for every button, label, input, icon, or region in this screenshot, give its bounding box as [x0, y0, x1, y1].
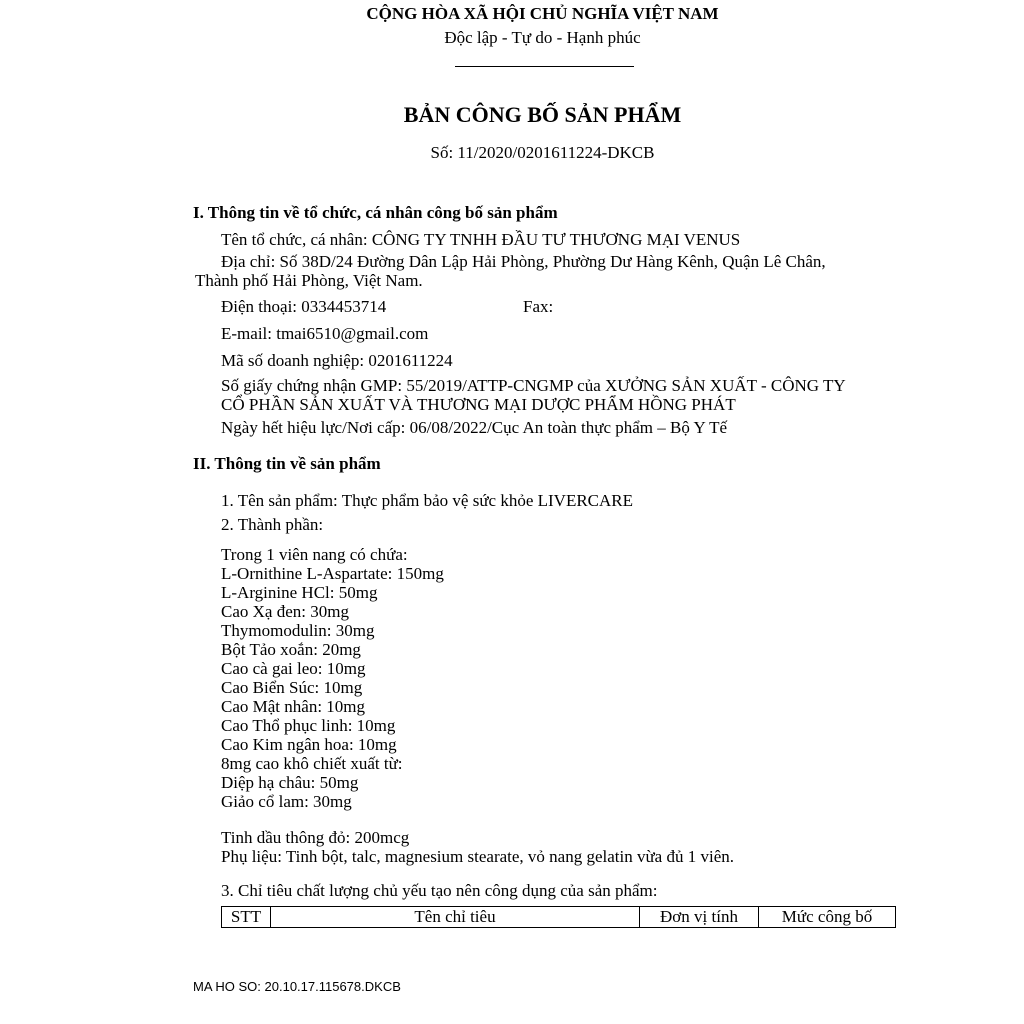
org-address-line2: Thành phố Hải Phòng, Việt Nam. — [195, 271, 423, 290]
org-email: E-mail: tmai6510@gmail.com — [221, 324, 429, 343]
ingredient-item: Bột Tảo xoắn: 20mg — [221, 640, 361, 659]
ingredient-item: Giảo cổ lam: 30mg — [221, 792, 352, 811]
document-number: Số: 11/2020/0201611224-DKCB — [430, 143, 655, 162]
criteria-table — [221, 906, 896, 928]
ingredient-item: Cao Biển Súc: 10mg — [221, 678, 363, 697]
column-header-unit: Đơn vị tính — [640, 907, 759, 928]
header-divider — [455, 66, 634, 67]
org-name: Tên tổ chức, cá nhân: CÔNG TY TNHH ĐẦU TƯ THƯƠNG MẠI VENUS — [221, 230, 741, 249]
criteria-heading: 3. Chỉ tiêu chất lượng chủ yếu tạo nên công dụng của sản phẩm: — [221, 881, 658, 900]
org-address-line1: Địa chỉ: Số 38D/24 Đường Dân Lập Hải Phòng, Phường Dư Hàng Kênh, Quận Lê Chân, — [221, 252, 826, 271]
ingredient-item: 8mg cao khô chiết xuất từ: — [221, 754, 403, 773]
document-title: BẢN CÔNG BỐ SẢN PHẨM — [403, 102, 682, 127]
column-header-declared-level: Mức công bố — [759, 907, 896, 928]
national-motto: Độc lập - Tự do - Hạnh phúc — [444, 28, 641, 47]
section2-heading: II. Thông tin về sản phẩm — [193, 454, 381, 473]
section1-heading: I. Thông tin về tổ chức, cá nhân công bố sản phẩm — [193, 203, 558, 222]
ingredient-item: Cao Xạ đen: 30mg — [221, 602, 349, 621]
org-tax-code: Mã số doanh nghiệp: 0201611224 — [221, 351, 453, 370]
table-header-row — [222, 907, 896, 928]
ingredient-item: Cao Kim ngân hoa: 10mg — [221, 735, 397, 754]
ingredient-item: Trong 1 viên nang có chứa: — [221, 545, 408, 564]
gmp-certificate-line2: CỔ PHẦN SẢN XUẤT VÀ THƯƠNG MẠI DƯỢC PHẨM HỒNG PHÁT — [221, 395, 736, 414]
ingredient-item: L-Arginine HCl: 50mg — [221, 583, 378, 602]
ingredient-item: Thymomodulin: 30mg — [221, 621, 375, 640]
ingredient-item: Cao cà gai leo: 10mg — [221, 659, 366, 678]
org-fax: Fax: — [523, 297, 554, 316]
column-header-criteria-name: Tên chỉ tiêu — [271, 907, 640, 928]
country-name: CỘNG HÒA XÃ HỘI CHỦ NGHĨA VIỆT NAM — [366, 4, 719, 23]
essential-oil: Tinh dầu thông đỏ: 200mcg — [221, 828, 410, 847]
ingredient-item: Cao Mật nhân: 10mg — [221, 697, 366, 716]
ingredient-item: L-Ornithine L-Aspartate: 150mg — [221, 564, 444, 583]
ingredient-item: Diệp hạ châu: 50mg — [221, 773, 359, 792]
record-code: MA HO SO: 20.10.17.115678.DKCB — [193, 979, 401, 994]
product-name: 1. Tên sản phẩm: Thực phẩm bảo vệ sức khỏe LIVERCARE — [221, 491, 634, 510]
excipients: Phụ liệu: Tinh bột, talc, magnesium stearate, vỏ nang gelatin vừa đủ 1 viên. — [221, 847, 734, 866]
ingredient-list — [221, 545, 444, 811]
composition-heading: 2. Thành phần: — [221, 515, 324, 534]
org-phone: Điện thoại: 0334453714 — [221, 297, 387, 316]
certificate-expiry: Ngày hết hiệu lực/Nơi cấp: 06/08/2022/Cục An toàn thực phẩm – Bộ Y Tế — [221, 418, 728, 437]
ingredient-item: Cao Thổ phục linh: 10mg — [221, 716, 396, 735]
gmp-certificate-line1: Số giấy chứng nhận GMP: 55/2019/ATTP-CNGMP của XƯỞNG SẢN XUẤT - CÔNG TY — [221, 376, 846, 395]
column-header-stt: STT — [222, 907, 271, 928]
